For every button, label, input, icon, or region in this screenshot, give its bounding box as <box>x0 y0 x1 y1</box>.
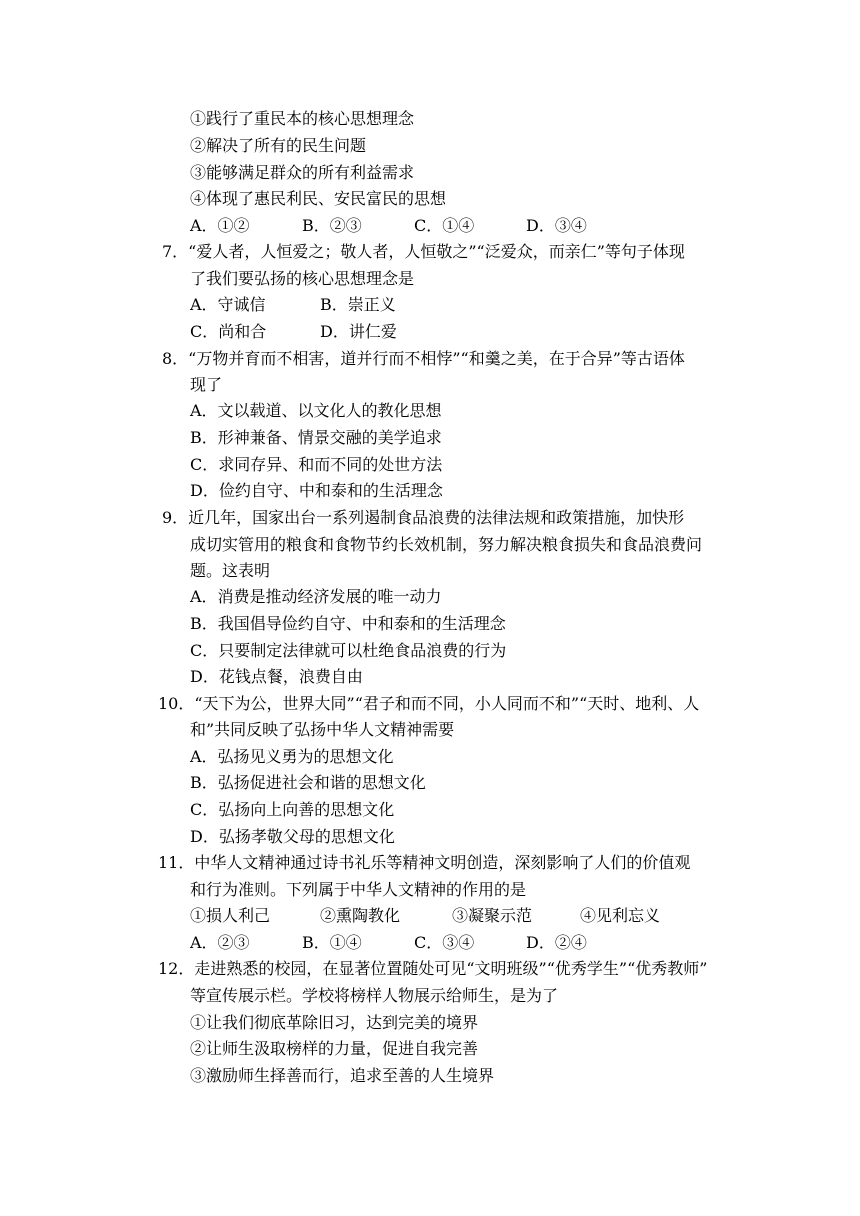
q10-option-a: A．弘扬见义勇为的思想文化 <box>190 747 394 766</box>
q7-stem-line-1: 7．“爱人者，人恒爱之；敬人者，人恒敬之”“泛爱众，而亲仁”等句子体现 <box>162 242 685 261</box>
q7-options-row-2 <box>190 319 397 345</box>
q8-option-a: A．文以载道、以文化人的教化思想 <box>190 401 442 420</box>
q12-stem-line-2: 等宣传展示栏。学校将榜样人物展示给师生，是为了 <box>190 986 559 1005</box>
q12-stem-line-1: 12．走进熟悉的校园，在显著位置随处可见“文明班级”“优秀学生”“优秀教师” <box>158 959 708 978</box>
q9-stem-line-3: 题。这表明 <box>190 561 271 580</box>
q9-stem-line-1: 9．近几年，国家出台一系列遏制食品浪费的法律法规和政策措施，加快形 <box>162 508 685 527</box>
q12-item-1: ①让我们彻底革除旧习，达到完美的境界 <box>190 1013 479 1032</box>
q8-stem-line-1: 8．“万物并育而不相害，道并行而不相悖”“和羹之美，在于合异”等古语体 <box>162 349 685 368</box>
q9-option-b: B．我国倡导俭约自守、中和泰和的生活理念 <box>190 614 506 633</box>
q7-stem-line-2: 了我们要弘扬的核心思想理念是 <box>190 269 415 288</box>
q10-stem-line-1: 10．“天下为公，世界大同”“君子和而不同，小人同而不和”“天时、地利、人 <box>158 694 700 713</box>
q12-item-3: ③激励师生择善而行，追求至善的人生境界 <box>190 1066 495 1085</box>
q6-options <box>190 213 587 239</box>
q9-option-a: A．消费是推动经济发展的唯一动力 <box>190 587 442 606</box>
q6-option-b: B．②③ <box>302 216 362 235</box>
q11-item-1: ①损人利己 <box>190 906 271 925</box>
q7-option-b: B．崇正义 <box>320 295 396 314</box>
q6-option-d: D．③④ <box>526 216 587 235</box>
q7-option-a: A．守诚信 <box>190 295 266 314</box>
q11-option-d: D．②④ <box>526 933 587 952</box>
q11-options <box>190 930 587 956</box>
q6-option-a: A．①② <box>190 216 250 235</box>
q6-option-c: C．①④ <box>414 216 475 235</box>
q8-option-c: C．求同存异、和而不同的处世方法 <box>190 455 443 474</box>
q6-item-3: ③能够满足群众的所有利益需求 <box>190 163 415 182</box>
q11-items <box>190 903 660 929</box>
q6-item-2: ②解决了所有的民生问题 <box>190 136 367 155</box>
q10-stem-line-2: 和”共同反映了弘扬中华人文精神需要 <box>190 720 455 739</box>
q8-stem-line-2: 现了 <box>190 375 223 394</box>
q11-option-c: C．③④ <box>414 933 475 952</box>
q10-option-d: D．弘扬孝敬父母的思想文化 <box>190 827 395 846</box>
q7-option-c: C．尚和合 <box>190 322 267 341</box>
q10-option-b: B．弘扬促进社会和谐的思想文化 <box>190 773 426 792</box>
q11-item-2: ②熏陶教化 <box>320 906 401 925</box>
q11-option-b: B．①④ <box>302 933 362 952</box>
q12-item-2: ②让师生汲取榜样的力量，促进自我完善 <box>190 1039 479 1058</box>
q11-option-a: A．②③ <box>190 933 250 952</box>
q6-item-1: ①践行了重民本的核心思想理念 <box>190 109 415 128</box>
q9-stem-line-2: 成切实管用的粮食和食物节约长效机制，努力解决粮食损失和食品浪费问 <box>190 535 703 554</box>
q11-stem-line-1: 11．中华人文精神通过诗书礼乐等精神文明创造，深刻影响了人们的价值观 <box>158 853 691 872</box>
q9-option-d: D．花钱点餐，浪费自由 <box>190 667 363 686</box>
q7-option-d: D．讲仁爱 <box>320 322 397 341</box>
q10-option-c: C．弘扬向上向善的思想文化 <box>190 800 395 819</box>
q9-option-c: C．只要制定法律就可以杜绝食品浪费的行为 <box>190 641 507 660</box>
q8-option-d: D．俭约自守、中和泰和的生活理念 <box>190 481 443 500</box>
q6-item-4: ④体现了惠民利民、安民富民的思想 <box>190 189 447 208</box>
q11-item-4: ④见利忘义 <box>580 906 661 925</box>
q7-options-row-1 <box>190 292 396 318</box>
q11-stem-line-2: 和行为准则。下列属于中华人文精神的作用的是 <box>190 880 527 899</box>
q11-item-3: ③凝聚示范 <box>452 906 533 925</box>
q8-option-b: B．形神兼备、情景交融的美学追求 <box>190 428 442 447</box>
